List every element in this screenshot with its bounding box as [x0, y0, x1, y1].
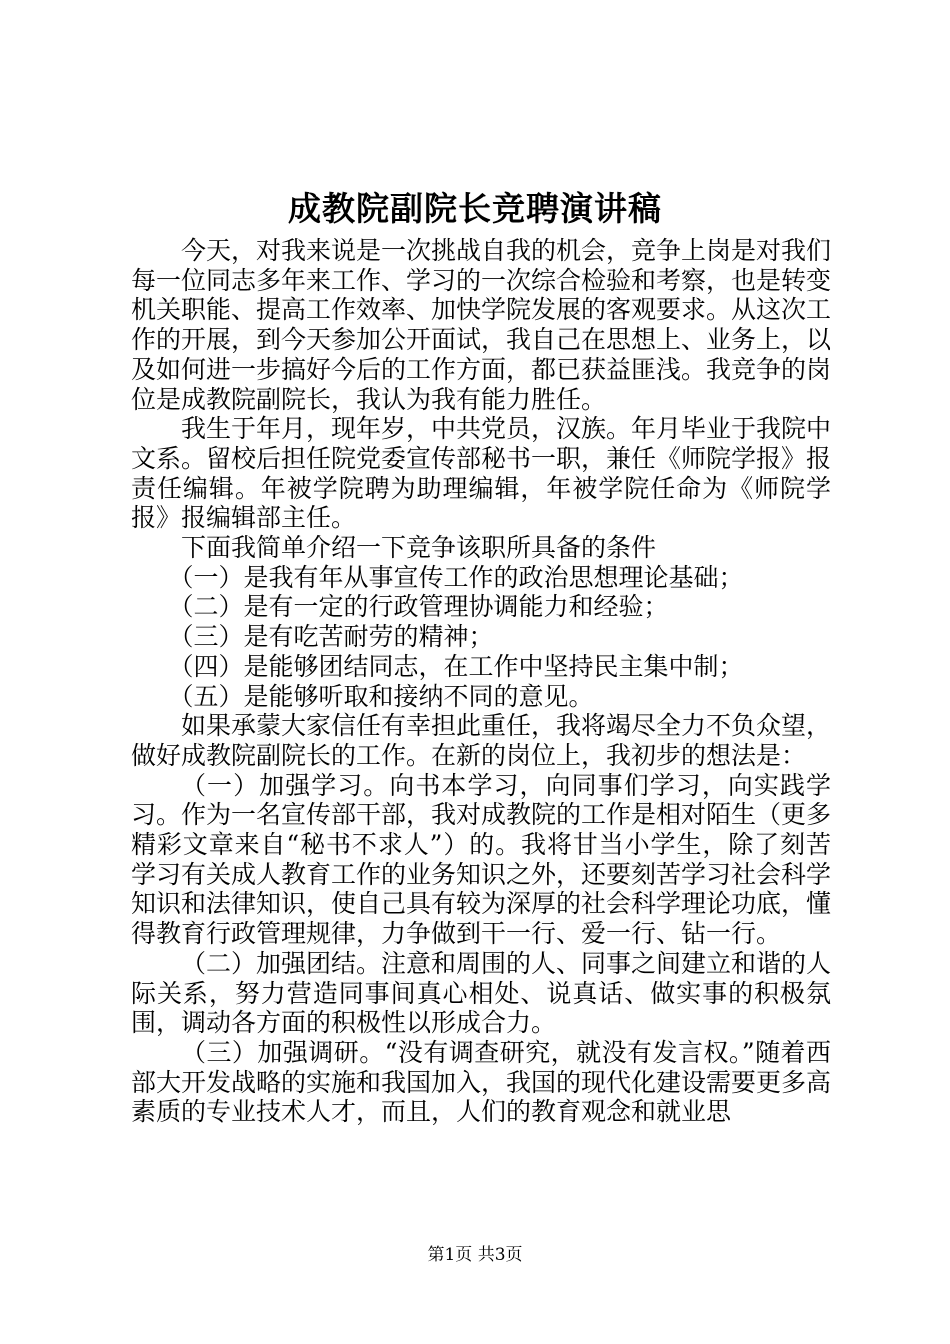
list-item-condition-4: （四）是能够团结同志，在工作中坚持民主集中制； — [168, 651, 744, 681]
paragraph-plan-unity: （二）加强团结。注意和周围的人、同事之间建立和谐的人际关系，努力营造同事间真心相处、说真话、做实事的积极氛围，调动各方面的积极性以形成合力。 — [131, 948, 832, 1038]
paragraph-intro: 今天，对我来说是一次挑战自我的机会，竞争上岗是对我们每一位同志多年来工作、学习的一次综合检验和考察，也是转变机关职能、提高工作效率、加快学院发展的客观要求。从这次工作的开展，到今天参加公开面试，我自己在思想上、业务上，以及如何进一步搞好今后的工作方面，都已获益匪浅。我竞争的岗位是成教院副院长，我认为我有能力胜任。 — [131, 236, 832, 414]
page-number-footer: 第1页 共3页 — [427, 1245, 523, 1265]
paragraph-background: 我生于年月，现年岁，中共党员，汉族。年月毕业于我院中文系。留校后担任院党委宣传部秘书一职，兼任《师院学报》报责任编辑。年被学院聘为助理编辑，年被学院任命为《师院学报》报编辑部主任。 — [131, 414, 832, 533]
list-item-condition-2: （二）是有一定的行政管理协调能力和经验； — [168, 592, 669, 622]
paragraph-plan-research: （三）加强调研。“没有调查研究，就没有发言权。”随着西部大开发战略的实施和我国加入，我国的现代化建设需要更多高素质的专业技术人才，而且，人们的教育观念和就业思 — [131, 1037, 832, 1127]
list-item-condition-1: （一）是我有年从事宣传工作的政治思想理论基础； — [168, 562, 744, 592]
paragraph-conditions-intro: 下面我简单介绍一下竞争该职所具备的条件 — [181, 533, 657, 563]
paragraph-plan-intro: 如果承蒙大家信任有幸担此重任，我将竭尽全力不负众望，做好成教院副院长的工作。在新的岗位上，我初步的想法是： — [131, 711, 832, 770]
list-item-condition-5: （五）是能够听取和接纳不同的意见。 — [168, 681, 594, 711]
paragraph-plan-study: （一）加强学习。向书本学习，向同事们学习，向实践学习。作为一名宣传部干部，我对成教院的工作是相对陌生（更多精彩文章来自“秘书不求人”）的。我将甘当小学生，除了刻苦学习有关成人教育工作的业务知识之外，还要刻苦学习社会科学知识和法律知识，使自己具有较为深厚的社会科学理论功底，懂得教育行政管理规律，力争做到干一行、爱一行、钻一行。 — [131, 770, 832, 949]
document-body — [131, 236, 831, 1127]
list-item-condition-3: （三）是有吃苦耐劳的精神； — [168, 622, 494, 652]
document-title: 成教院副院长竞聘演讲稿 — [288, 189, 662, 228]
